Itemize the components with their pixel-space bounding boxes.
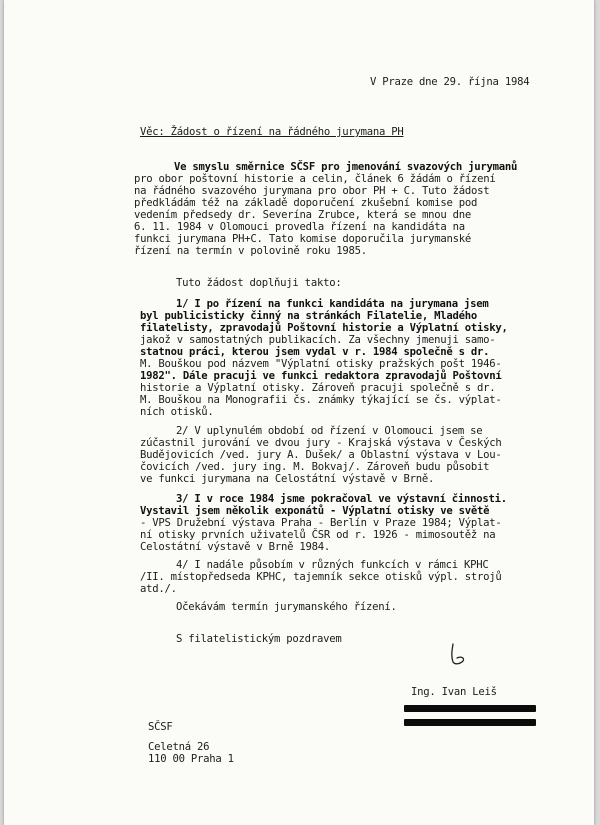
point-2-line: čovicích /ved. jury ing. M. Bokvaj/. Zároveň budu působit bbox=[140, 461, 490, 473]
intro-line: pro obor poštovní historie a celin, článek 6 žádám o řízení bbox=[134, 173, 496, 185]
redaction-bar bbox=[404, 705, 536, 712]
point-2-line: 2/ V uplynulém období od řízení v Olomouci jsem se bbox=[176, 425, 483, 437]
point-1-line: jakož v samostatných publikacích. Za všechny jmenuji samo- bbox=[140, 334, 496, 346]
point-2-line: ve funkci jurymana na Celostátní výstavě v Brně. bbox=[140, 473, 435, 485]
handwritten-signature bbox=[448, 641, 470, 667]
point-1-line: M. Bouškou na Monografii čs. známky týkající se čs. výplat- bbox=[140, 394, 502, 406]
intro-line: Ve smyslu směrnice SČSF pro jmenování svazových jurymanů bbox=[174, 161, 518, 173]
point-1-line: 1982". Dále pracuji ve funkci redaktora zpravodajů Poštovní bbox=[140, 370, 502, 382]
point-2-line: Budějovicích /ved. jury A. Dušek/ a Oblastní výstava v Lou- bbox=[140, 449, 502, 461]
intro-line: předkládám též na základě doporučení zkušební komise pod bbox=[134, 197, 478, 209]
supplement-lead: Tuto žádost doplňuji takto: bbox=[176, 277, 342, 289]
recipient-line: Celetná 26 bbox=[148, 741, 210, 753]
point-1-line: M. Bouškou pod názvem "Výplatní otisky pražských pošt 1946- bbox=[140, 358, 502, 370]
point-1-line: 1/ I po řízení na funkci kandidáta na jurymana jsem bbox=[176, 298, 489, 310]
point-2-line: zúčastnil jurování ve dvou jury - Krajská výstava v Českých bbox=[140, 437, 502, 449]
intro-line: vedením předsedy dr. Severína Zrubce, která se mnou dne bbox=[134, 209, 472, 221]
closing-request: Očekávám termín jurymanského řízení. bbox=[176, 601, 397, 613]
point-1-line: ních otisků. bbox=[140, 406, 214, 418]
letter-page bbox=[4, 0, 594, 825]
point-1-line: filatelisty, zpravodajů Poštovní historie a Výplatní otisky, bbox=[140, 322, 508, 334]
point-3-line: Vystavil jsem několik exponátů - Výplatní otisky ve světě bbox=[140, 505, 490, 517]
point-4-line: atd./. bbox=[140, 583, 177, 595]
subject-line: Věc: Žádost o řízení na řádného jurymana PH bbox=[140, 126, 404, 138]
intro-line: 6. 11. 1984 v Olomouci provedla řízení na kandidáta na bbox=[134, 221, 465, 233]
point-1-line: statnou práci, kterou jsem vydal v r. 1984 společně s dr. bbox=[140, 346, 490, 358]
redaction-bar bbox=[404, 719, 536, 726]
point-3-line: 3/ I v roce 1984 jsme pokračoval ve výstavní činnosti. bbox=[176, 493, 507, 505]
point-3-line: Celostátní výstavě v Brně 1984. bbox=[140, 541, 330, 553]
intro-line: funkci jurymana PH+C. Tato komise doporučila jurymanské bbox=[134, 233, 472, 245]
recipient-line: SČSF bbox=[148, 721, 173, 733]
point-4-line: /II. místopředseda KPHC, tajemník sekce otisků výpl. strojů bbox=[140, 571, 502, 583]
point-1-line: historie a Výplatní otisky. Zároveň pracuji společně s dr. bbox=[140, 382, 496, 394]
recipient-line: 110 00 Praha 1 bbox=[148, 753, 234, 765]
signatory-name: Ing. Ivan Leiš bbox=[411, 686, 497, 698]
place-date: V Praze dne 29. října 1984 bbox=[370, 76, 530, 88]
intro-line: řízení na termín v polovině roku 1985. bbox=[134, 245, 367, 257]
point-1-line: byl publicisticky činný na stránkách Filatelie, Mladého bbox=[140, 310, 478, 322]
point-3-line: ní otisky prvních uživatelů ČSR od r. 1926 - mimosoutěž na bbox=[140, 529, 496, 541]
greeting: S filatelistickým pozdravem bbox=[176, 633, 342, 645]
intro-line: na řádného svazového jurymana pro obor PH + C. Tuto žádost bbox=[134, 185, 490, 197]
point-3-line: - VPS Družební výstava Praha - Berlín v Praze 1984; Výplat- bbox=[140, 517, 502, 529]
point-4-line: 4/ I nadále působím v různých funkcích v rámci KPHC bbox=[176, 559, 489, 571]
